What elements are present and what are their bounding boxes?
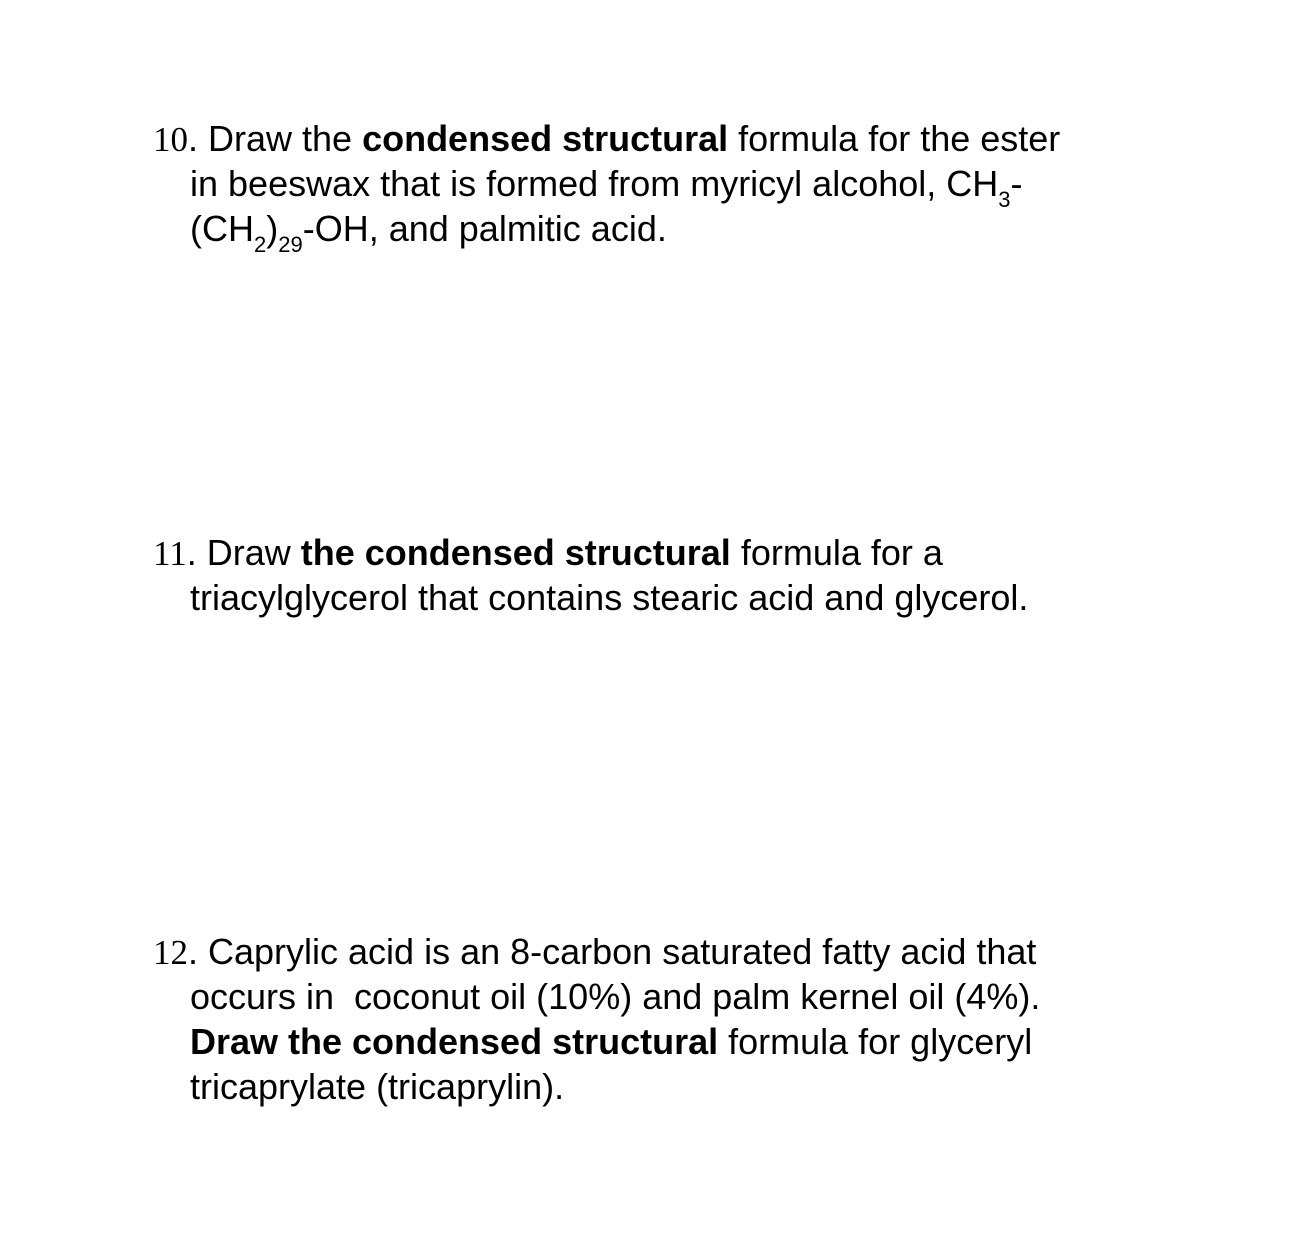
emphasis-text: the condensed structural <box>300 532 731 573</box>
question-number: 11 <box>153 534 187 573</box>
emphasis-text: Draw the condensed structural <box>190 1021 719 1062</box>
question-text: occurs in coconut oil (10%) and palm kernel oil (4%). <box>190 976 1041 1017</box>
question-12-line-1 <box>153 929 1153 974</box>
subscript: 29 <box>278 232 303 257</box>
question-12-line-3 <box>153 1019 1153 1064</box>
question-12 <box>153 929 1153 1109</box>
question-text: triacylglycerol that contains stearic acid and glycerol. <box>190 577 1029 618</box>
question-11-line-2 <box>153 575 1153 620</box>
emphasis-text: condensed structural <box>362 118 729 159</box>
subscript: 2 <box>253 232 267 257</box>
question-number: 10 <box>153 120 188 159</box>
question-text: formula for a <box>730 532 943 573</box>
question-12-line-4 <box>153 1064 1153 1109</box>
question-text: tricaprylate (tricaprylin). <box>190 1066 565 1107</box>
question-text: (CH <box>190 208 254 249</box>
question-text: in beeswax that is formed from myricyl alcohol, CH <box>190 163 999 204</box>
question-12-line-2 <box>153 974 1153 1019</box>
question-10-line-2 <box>153 161 1153 212</box>
question-number: 12 <box>153 933 188 972</box>
question-text: formula for the ester <box>728 118 1061 159</box>
question-text: -OH, and palmitic acid. <box>302 208 667 249</box>
question-11 <box>153 530 1153 620</box>
subscript: 3 <box>998 187 1011 212</box>
question-10 <box>153 116 1153 257</box>
question-10-line-3 <box>153 206 1153 257</box>
question-text: formula for glyceryl <box>718 1021 1033 1062</box>
question-text: ) <box>266 208 279 249</box>
question-11-line-1 <box>153 530 1153 575</box>
question-text: . Draw <box>186 532 301 573</box>
question-text: - <box>1010 163 1023 204</box>
question-text: . Caprylic acid is an 8-carbon saturated fatty acid that <box>188 931 1037 972</box>
question-10-line-1 <box>153 116 1153 161</box>
question-text: . Draw the <box>188 118 363 159</box>
